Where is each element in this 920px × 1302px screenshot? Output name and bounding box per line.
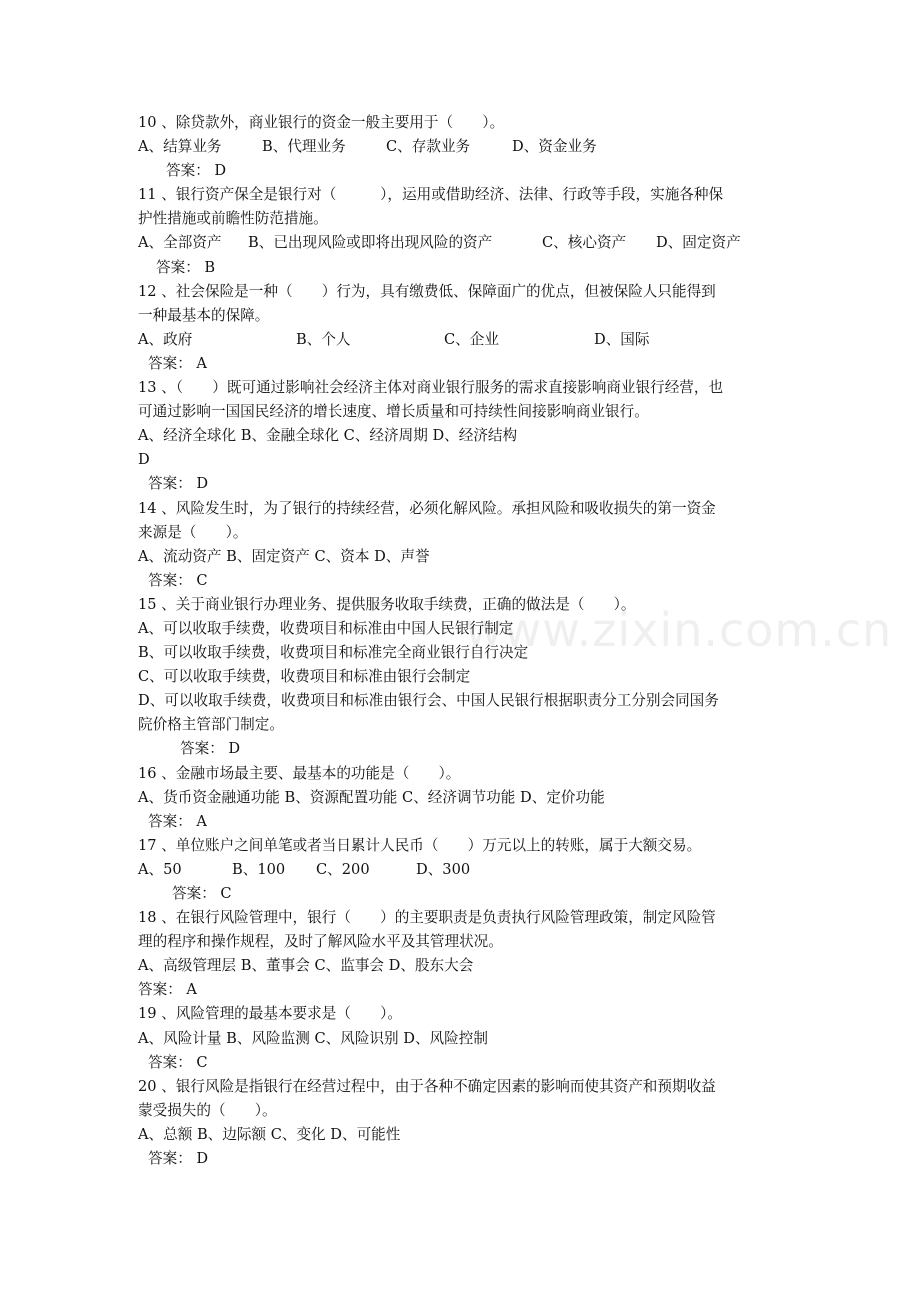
option-c: C、可以收取手续费，收费项目和标准由银行会制定 <box>138 668 471 686</box>
option-a: A、50 <box>138 860 182 878</box>
question-options: A、经济全球化 B、金融全球化 C、经济周期 D、经济结构 <box>138 427 518 445</box>
option-b: B、代理业务 <box>262 138 346 156</box>
question-stem: 12 、社会保险是一种（ ）行为，具有缴费低、保障面广的优点，但被保险人只能得到 <box>138 282 716 300</box>
option-d: D、固定资产 <box>656 234 741 252</box>
option-b: B、个人 <box>296 330 351 348</box>
question-stem: 13 、（ ）既可通过影响社会经济主体对商业银行服务的需求直接影响商业银行经营，也 <box>138 379 724 397</box>
answer-line: 答案： B <box>156 258 216 276</box>
question-stem-cont: 护性措施或前瞻性防范措施。 <box>138 210 328 228</box>
question-stem-cont: 来源是（ ）。 <box>138 523 248 541</box>
watermark-text: www.zixin.com.cn <box>465 603 893 657</box>
option-c: C、200 <box>316 860 370 878</box>
question-options: A、高级管理层 B、董事会 C、监事会 D、股东大会 <box>138 957 474 975</box>
question-stem-cont: 一种最基本的保障。 <box>138 306 270 324</box>
question-stem-cont: 蒙受损失的（ ）。 <box>138 1101 277 1119</box>
question-stem: 10 、除贷款外，商业银行的资金一般主要用于（ ）。 <box>138 114 505 131</box>
option-b: B、可以收取手续费，收费项目和标准完全商业银行自行决定 <box>138 644 529 662</box>
option-d: D、资金业务 <box>512 138 597 156</box>
option-d: D、可以收取手续费，收费项目和标准由银行会、中国人民银行根据职责分工分别会同国务 <box>138 692 719 710</box>
question-stem-cont: 理的程序和操作规程，及时了解风险水平及其管理状况。 <box>138 933 503 951</box>
option-d: D、国际 <box>594 330 650 348</box>
answer-line: 答案： A <box>148 812 207 830</box>
question-options <box>138 328 790 352</box>
answer-line: 答案： C <box>172 885 232 902</box>
answer-line: 答案： D <box>148 475 209 493</box>
question-stem: 15 、关于商业银行办理业务、提供服务收取手续费，正确的做法是（ ）。 <box>138 595 636 613</box>
question-options: A、总额 B、边际额 C、变化 D、可能性 <box>138 1125 401 1143</box>
exam-document <box>138 111 790 1171</box>
option-b: B、已出现风险或即将出现风险的资产 <box>248 234 493 252</box>
answer-line: 答案： A <box>148 354 207 372</box>
question-options: A、流动资产 B、固定资产 C、资本 D、声誉 <box>138 547 430 565</box>
answer-line: 答案： A <box>138 981 197 999</box>
question-stem: 14 、风险发生时，为了银行的持续经营，必须化解风险。承担风险和吸收损失的第一资金 <box>138 499 716 517</box>
question-options <box>138 231 790 255</box>
question-options: A、货币资金融通功能 B、资源配置功能 C、经济调节功能 D、定价功能 <box>138 788 605 806</box>
answer-line: 答案： C <box>148 1053 208 1071</box>
answer-line: 答案： D <box>180 740 241 758</box>
answer-line: 答案： D <box>148 1150 209 1168</box>
question-stem: 19 、风险管理的最基本要求是（ ）。 <box>138 1005 403 1023</box>
option-a: A、政府 <box>138 330 193 348</box>
question-stem: 20 、银行风险是指银行在经营过程中，由于各种不确定因素的影响而使其资产和预期收益 <box>138 1077 716 1095</box>
question-stem: 11 、银行资产保全是银行对（ ），运用或借助经济、法律、行政等手段，实施各种保 <box>138 186 724 204</box>
option-b: B、100 <box>232 860 286 878</box>
answer-line: 答案： D <box>166 162 227 180</box>
stray-text: D <box>138 451 150 469</box>
question-options: A、风险计量 B、风险监测 C、风险识别 D、风险控制 <box>138 1029 488 1047</box>
option-d-cont: 院价格主管部门制定。 <box>138 716 284 734</box>
question-options <box>138 858 790 882</box>
question-stem-cont: 可通过影响一国国民经济的增长速度、增长质量和可持续性间接影响商业银行。 <box>138 403 649 421</box>
answer-line: 答案： C <box>148 571 208 589</box>
option-a: A、可以收取手续费，收费项目和标准由中国人民银行制定 <box>138 619 514 637</box>
option-c: C、存款业务 <box>386 138 471 156</box>
question-stem: 16 、金融市场最主要、最基本的功能是（ ）。 <box>138 764 461 782</box>
option-c: C、核心资产 <box>542 234 627 252</box>
question-stem: 18 、在银行风险管理中，银行（ ）的主要职责是负责执行风险管理政策，制定风险管 <box>138 909 716 927</box>
question-options <box>138 135 790 159</box>
option-a: A、结算业务 <box>138 138 222 156</box>
option-a: A、全部资产 <box>138 234 222 252</box>
option-d: D、300 <box>416 860 471 878</box>
question-stem: 17 、单位账户之间单笔或者当日累计人民币（ ）万元以上的转账，属于大额交易。 <box>138 836 702 854</box>
option-c: C、企业 <box>444 330 499 348</box>
